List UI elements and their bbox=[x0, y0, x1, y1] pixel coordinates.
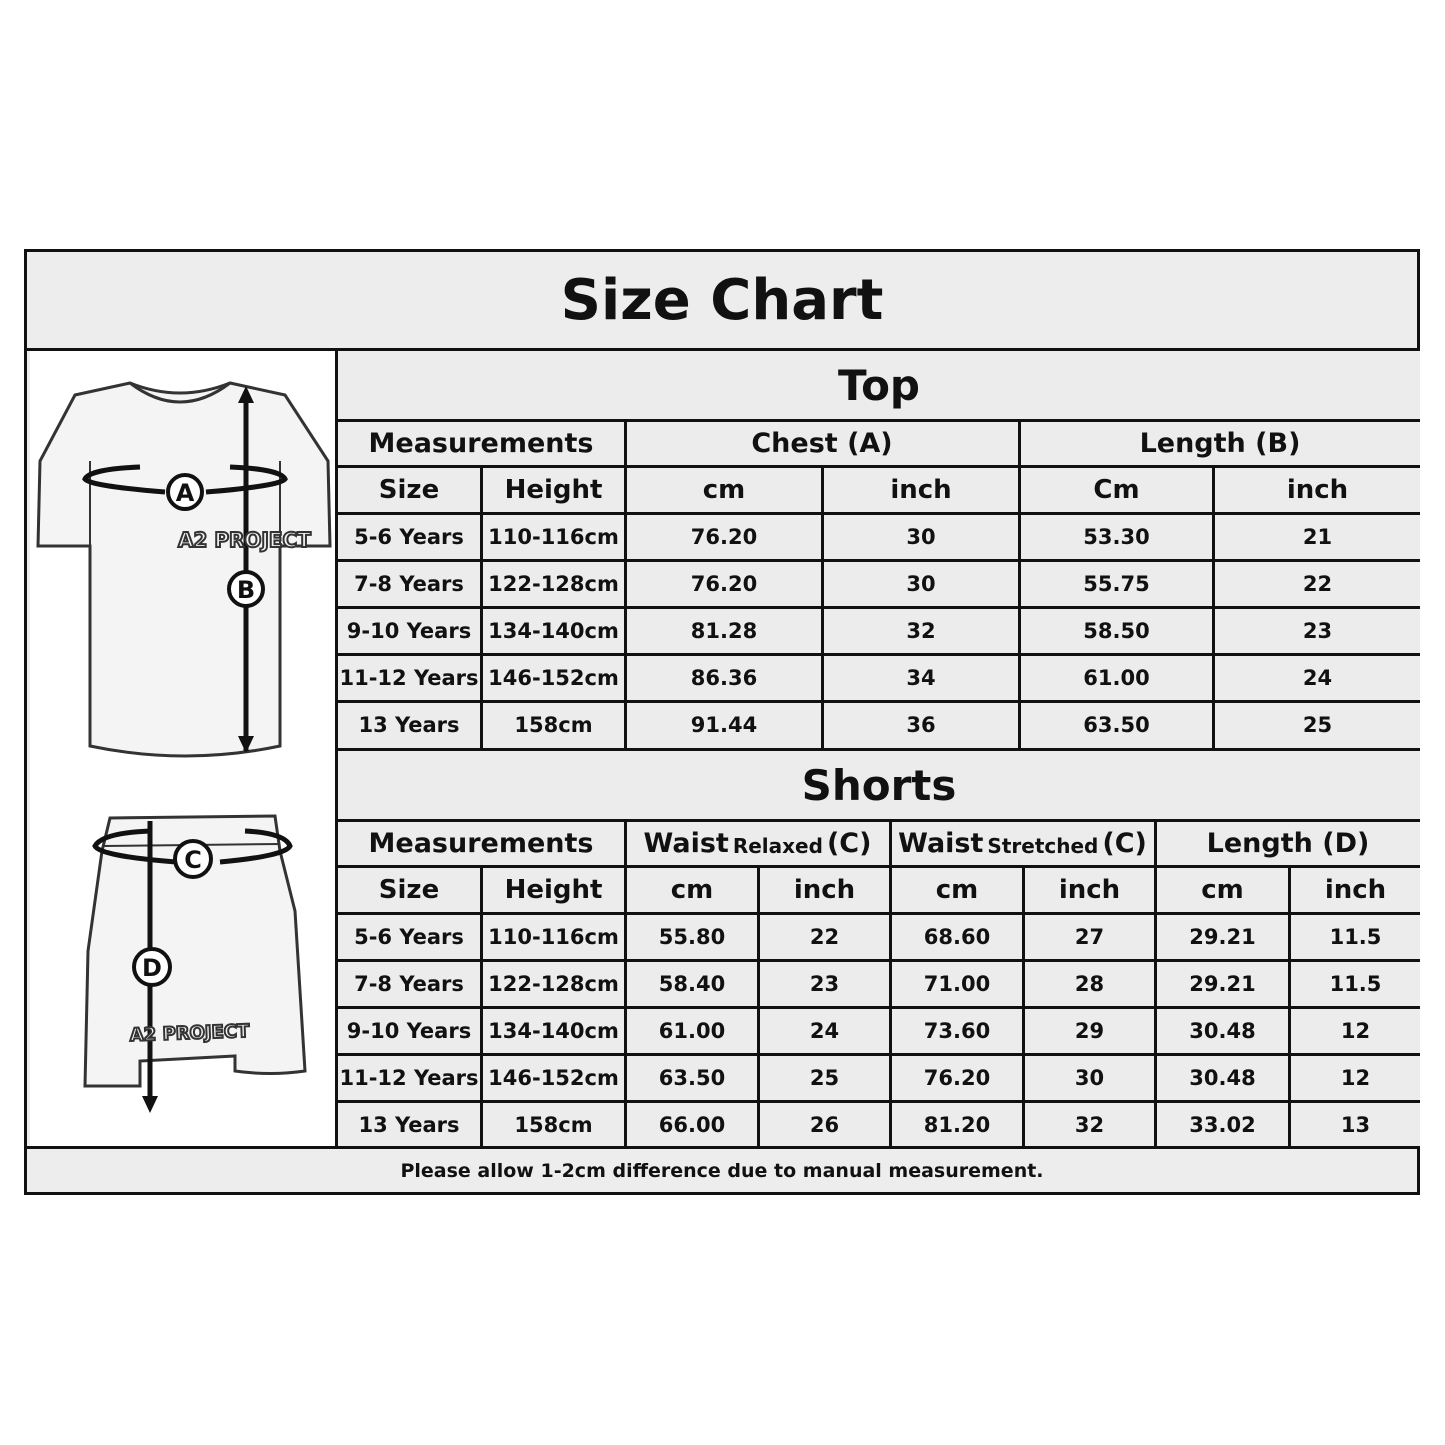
marker-d bbox=[134, 949, 170, 985]
shorts-table-cell: 146-152cm bbox=[488, 1066, 619, 1090]
top-heading: Top bbox=[838, 361, 920, 410]
top-table-cell: 86.36 bbox=[690, 666, 758, 690]
top-table-cell: 32 bbox=[906, 619, 936, 643]
shorts-group-length: Length (D) bbox=[1206, 828, 1370, 859]
top-table-cell: 110-116cm bbox=[488, 525, 619, 549]
waist-label: Waist bbox=[643, 828, 729, 859]
shorts-subheader-cell: inch bbox=[793, 875, 856, 905]
shorts-table-cell: 32 bbox=[1074, 1113, 1105, 1137]
shorts-subheader-cell: cm bbox=[1201, 875, 1244, 905]
marker-c bbox=[175, 841, 211, 877]
logo-mark: A2 PROJECT bbox=[129, 1020, 250, 1046]
divider bbox=[338, 512, 1420, 515]
shorts-table-cell: 5-6 Years bbox=[354, 925, 464, 949]
waist-qualifier: Stretched bbox=[987, 833, 1099, 858]
waist-label: Waist bbox=[898, 828, 984, 859]
shorts-table-cell: 122-128cm bbox=[488, 972, 619, 996]
shorts-table-cell: 30.48 bbox=[1189, 1019, 1256, 1043]
waist-letter: (C) bbox=[826, 828, 872, 859]
top-table-cell: 36 bbox=[906, 713, 936, 737]
top-table-cell: 158cm bbox=[514, 713, 593, 737]
top-table-cell: 146-152cm bbox=[488, 666, 619, 690]
divider bbox=[338, 912, 1420, 915]
top-table-cell: 7-8 Years bbox=[354, 572, 464, 596]
shorts-table-cell: 26 bbox=[809, 1113, 840, 1137]
top-subheader-cell: inch bbox=[890, 475, 952, 505]
top-subheader-cell: Height bbox=[504, 475, 603, 505]
divider bbox=[338, 1100, 1420, 1103]
shorts-table-cell: 158cm bbox=[514, 1113, 593, 1137]
top-subheader-cell: inch bbox=[1286, 475, 1349, 505]
shorts-subheader-cell: inch bbox=[1324, 875, 1387, 905]
shorts-heading: Shorts bbox=[801, 761, 957, 810]
divider bbox=[338, 1053, 1420, 1056]
top-table-cell: 34 bbox=[906, 666, 936, 690]
shorts-table-cell: 9-10 Years bbox=[346, 1019, 472, 1043]
shorts-table-cell: 23 bbox=[809, 972, 840, 996]
tshirt-illustration bbox=[38, 383, 330, 756]
shorts-table-cell: 134-140cm bbox=[488, 1019, 619, 1043]
top-table-cell: 9-10 Years bbox=[346, 619, 472, 643]
top-table-cell: 134-140cm bbox=[488, 619, 619, 643]
top-group-length: Length (B) bbox=[1139, 428, 1301, 459]
garment-illustrations bbox=[30, 351, 336, 1146]
divider bbox=[338, 559, 1420, 562]
shorts-table-cell: 27 bbox=[1074, 925, 1105, 949]
logo-mark: A2 PROJECT bbox=[178, 528, 311, 552]
shorts-table-cell: 58.40 bbox=[658, 972, 726, 996]
shorts-group-measurements: Measurements bbox=[368, 828, 594, 859]
shorts-subheader-cell: Size bbox=[378, 875, 440, 905]
shorts-table-cell: 33.02 bbox=[1189, 1113, 1256, 1137]
top-table-cell: 76.20 bbox=[690, 572, 758, 596]
shorts-table-cell: 13 bbox=[1340, 1113, 1371, 1137]
top-subheader-cell: Size bbox=[378, 475, 440, 505]
size-chart bbox=[24, 249, 1420, 1195]
top-table-cell: 91.44 bbox=[690, 713, 758, 737]
shorts-table-cell: 81.20 bbox=[923, 1113, 991, 1137]
waist-letter: (C) bbox=[1102, 828, 1147, 859]
shorts-table-cell: 71.00 bbox=[923, 972, 991, 996]
shorts-group-waist-relaxed bbox=[626, 822, 889, 865]
top-table-cell: 53.30 bbox=[1083, 525, 1150, 549]
shorts-table-cell: 110-116cm bbox=[488, 925, 619, 949]
svg-text:D: D bbox=[142, 954, 162, 982]
shorts-table-cell: 29.21 bbox=[1189, 925, 1256, 949]
shorts-table-cell: 63.50 bbox=[658, 1066, 726, 1090]
svg-text:C: C bbox=[184, 846, 202, 874]
illustration-svg bbox=[30, 351, 336, 1146]
shorts-table-cell: 11.5 bbox=[1329, 972, 1382, 996]
shorts-table-cell: 22 bbox=[809, 925, 840, 949]
top-table-cell: 76.20 bbox=[690, 525, 758, 549]
shorts-table-cell: 24 bbox=[809, 1019, 840, 1043]
top-table-cell: 30 bbox=[906, 572, 936, 596]
svg-text:A: A bbox=[175, 479, 195, 507]
shorts-subheader-cell: Height bbox=[504, 875, 603, 905]
top-table-cell: 55.75 bbox=[1083, 572, 1150, 596]
top-table-cell: 61.00 bbox=[1083, 666, 1150, 690]
arrow-head-down bbox=[142, 1096, 158, 1113]
shorts-logo bbox=[129, 1021, 250, 1046]
shorts-table-cell: 13 Years bbox=[358, 1113, 460, 1137]
shorts-table-cell: 29 bbox=[1074, 1019, 1105, 1043]
top-group-chest: Chest (A) bbox=[751, 428, 893, 459]
chart-title: Size Chart bbox=[560, 268, 884, 333]
top-table-cell: 63.50 bbox=[1083, 713, 1150, 737]
top-table-cell: 58.50 bbox=[1083, 619, 1150, 643]
top-subheader-cell: Cm bbox=[1093, 475, 1140, 505]
shorts-group-waist-stretched bbox=[891, 822, 1154, 865]
shorts-table-cell: 25 bbox=[809, 1066, 840, 1090]
top-table-cell: 13 Years bbox=[358, 713, 460, 737]
top-table-cell: 122-128cm bbox=[488, 572, 619, 596]
shirt-logo bbox=[178, 528, 311, 552]
top-table-cell: 30 bbox=[906, 525, 936, 549]
top-table-cell: 5-6 Years bbox=[354, 525, 464, 549]
shorts-table-cell: 61.00 bbox=[658, 1019, 726, 1043]
divider bbox=[338, 700, 1420, 703]
shorts-table-cell: 66.00 bbox=[658, 1113, 726, 1137]
shorts-table-cell: 7-8 Years bbox=[354, 972, 464, 996]
waist-qualifier: Relaxed bbox=[732, 833, 823, 858]
shorts-table-cell: 11.5 bbox=[1329, 925, 1382, 949]
top-table-cell: 25 bbox=[1302, 713, 1333, 737]
shorts-subheader-cell: cm bbox=[670, 875, 714, 905]
shorts-table-cell: 55.80 bbox=[658, 925, 726, 949]
top-table-cell: 24 bbox=[1302, 666, 1333, 690]
top-table-cell: 21 bbox=[1302, 525, 1333, 549]
shorts-table-cell: 30.48 bbox=[1189, 1066, 1256, 1090]
marker-b bbox=[229, 572, 263, 606]
shorts-table-cell: 30 bbox=[1074, 1066, 1105, 1090]
measurement-note: Please allow 1-2cm difference due to manual measurement. bbox=[400, 1159, 1044, 1182]
divider bbox=[338, 653, 1420, 656]
shorts-table-cell: 76.20 bbox=[923, 1066, 991, 1090]
shorts-table-cell: 11-12 Years bbox=[339, 1066, 479, 1090]
svg-text:B: B bbox=[236, 576, 256, 604]
shorts-table-cell: 68.60 bbox=[923, 925, 991, 949]
shorts-table-cell: 29.21 bbox=[1189, 972, 1256, 996]
divider bbox=[338, 606, 1420, 609]
shorts-table-cell: 12 bbox=[1340, 1066, 1371, 1090]
marker-a bbox=[168, 475, 202, 509]
top-table-cell: 23 bbox=[1302, 619, 1333, 643]
top-table-cell: 22 bbox=[1302, 572, 1333, 596]
shorts-table-cell: 73.60 bbox=[923, 1019, 991, 1043]
shorts-table-cell: 28 bbox=[1074, 972, 1105, 996]
divider bbox=[338, 959, 1420, 962]
top-table-cell: 11-12 Years bbox=[339, 666, 479, 690]
top-subheader-cell: cm bbox=[702, 475, 746, 505]
shorts-subheader-cell: cm bbox=[935, 875, 979, 905]
divider bbox=[338, 1006, 1420, 1009]
top-group-measurements: Measurements bbox=[368, 428, 594, 459]
shorts-subheader-cell: inch bbox=[1058, 875, 1121, 905]
shorts-table-cell: 12 bbox=[1340, 1019, 1371, 1043]
top-table-cell: 81.28 bbox=[690, 619, 758, 643]
